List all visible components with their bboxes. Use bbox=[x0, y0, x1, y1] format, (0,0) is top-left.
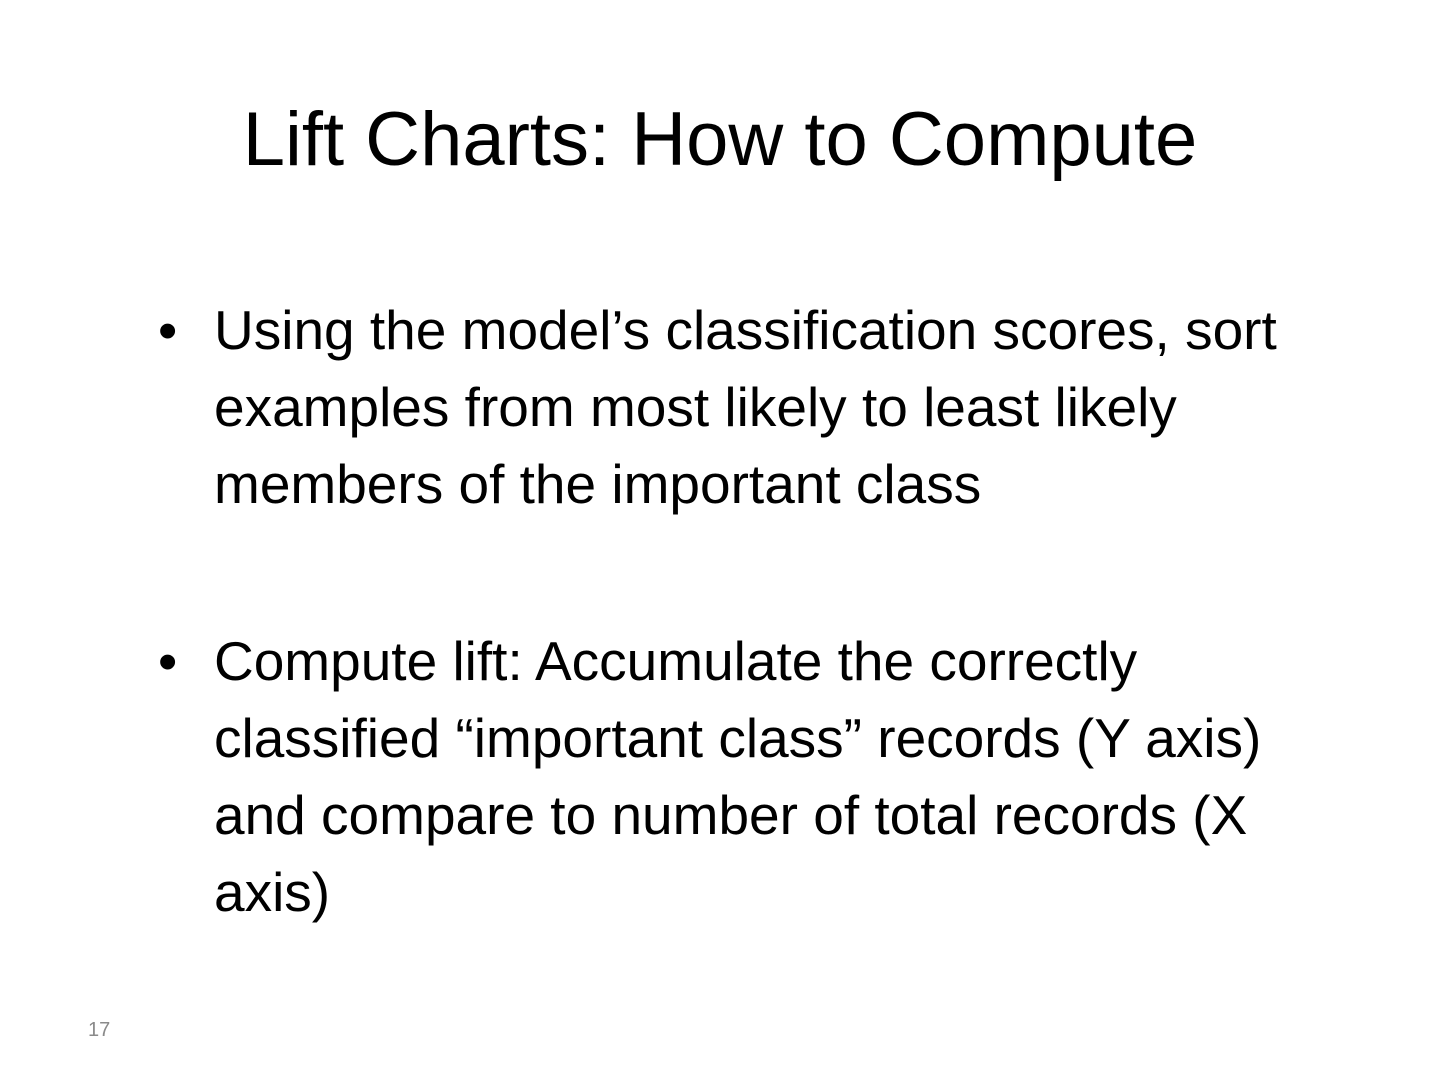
bullet-text: Compute lift: Accumulate the correctly classified “important class” records (Y axis) and compare to number of total records (X axis) bbox=[214, 630, 1262, 923]
bullet-icon: • bbox=[158, 630, 178, 692]
bullet-item bbox=[158, 292, 1358, 523]
bullet-list bbox=[158, 292, 1358, 1031]
bullet-item bbox=[158, 623, 1358, 931]
slide-title: Lift Charts: How to Compute bbox=[242, 97, 1198, 182]
page-number: 17 bbox=[88, 1019, 111, 1041]
bullet-icon: • bbox=[158, 299, 178, 361]
bullet-text: Using the model’s classification scores, sort examples from most likely to least likely members of the important class bbox=[214, 299, 1277, 515]
